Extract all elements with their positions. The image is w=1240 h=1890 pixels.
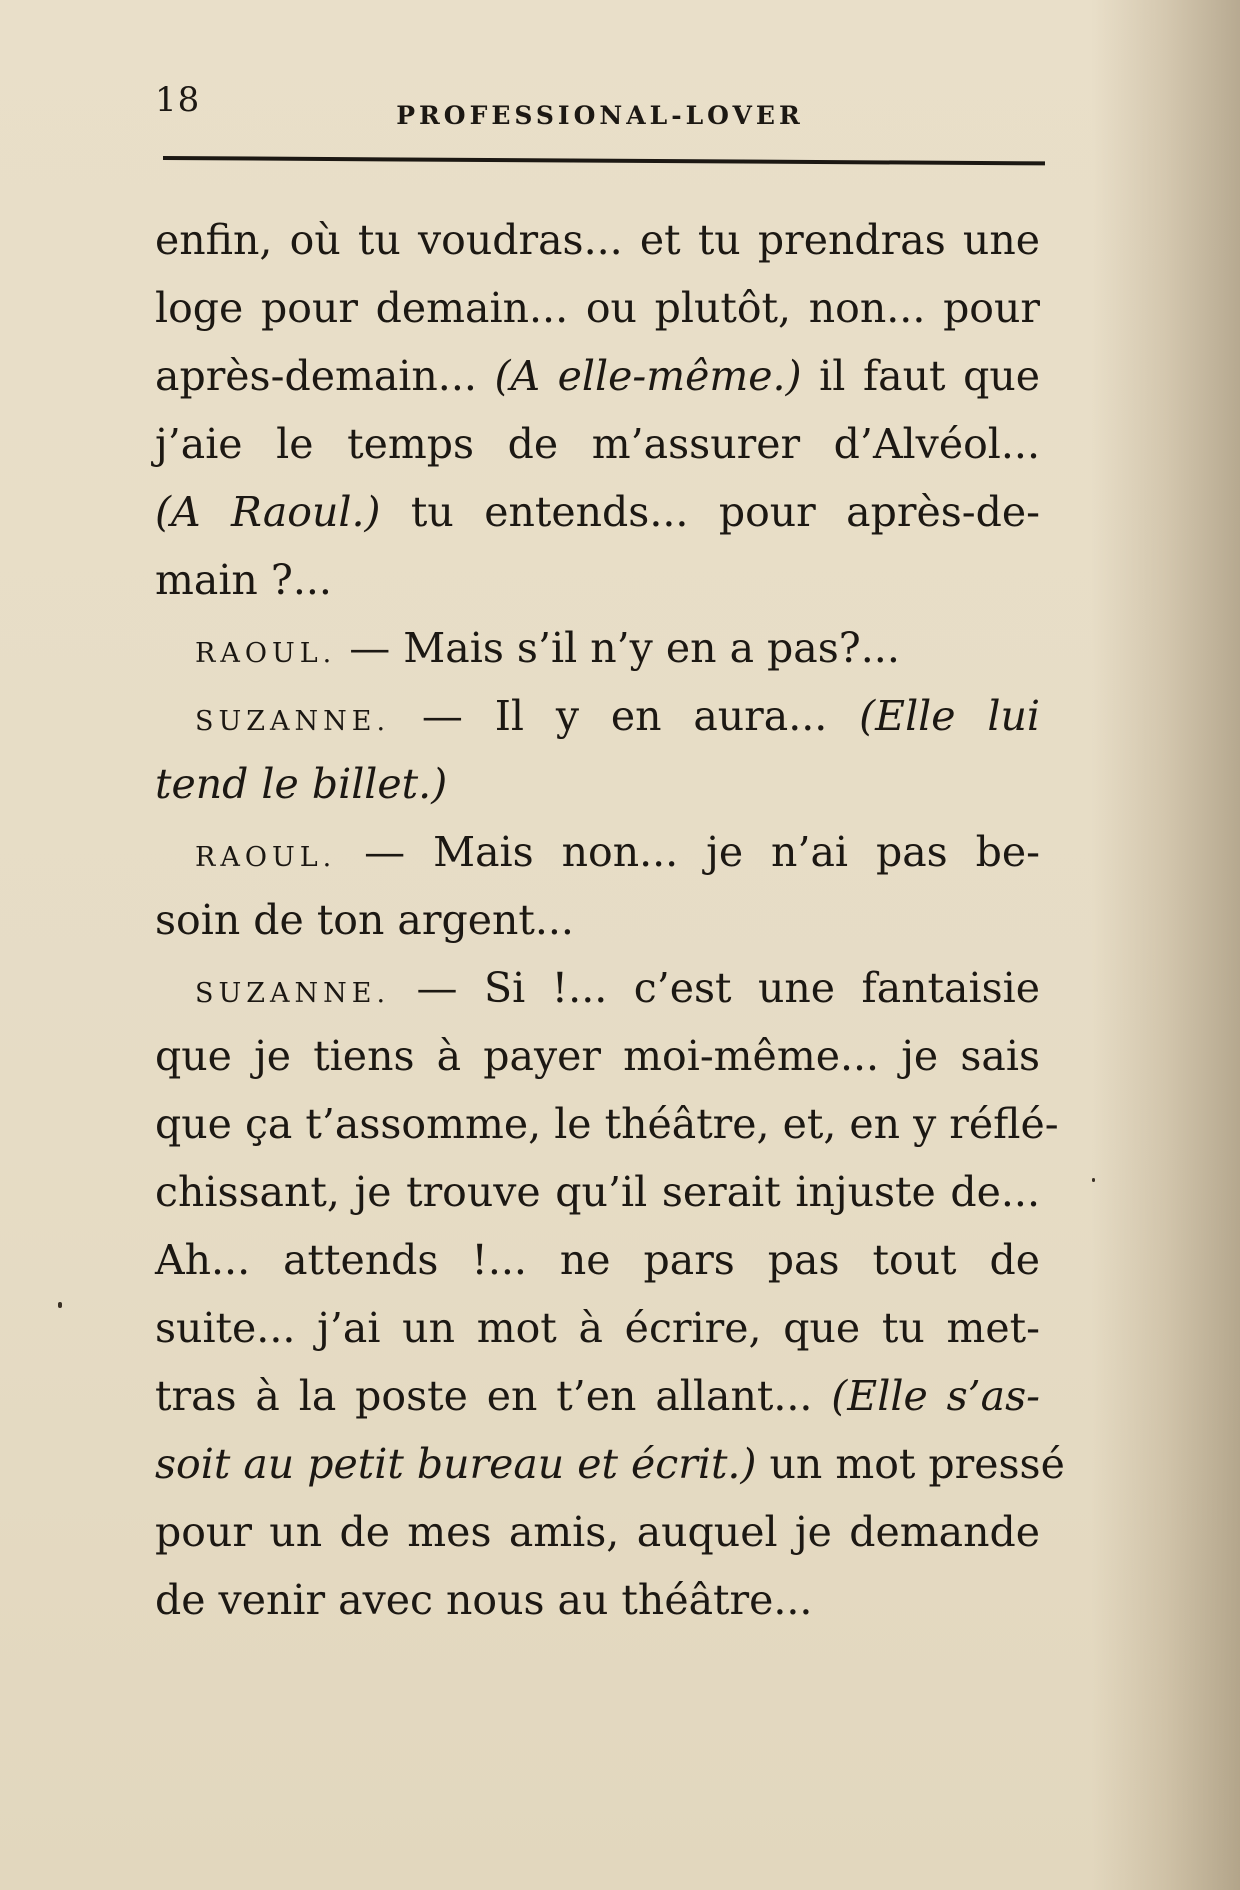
text-line-18 [155, 1362, 1040, 1430]
text-span: un mot pressé [756, 1440, 1065, 1488]
text-span: — Il y en aura... [390, 692, 860, 740]
dialogue-line-suzanne-1 [155, 682, 1040, 750]
text-span: de venir avec nous au théâtre... [155, 1576, 813, 1624]
speaker-name: SUZANNE. [195, 706, 391, 737]
stage-direction: (A elle-même.) [494, 352, 802, 400]
text-span: que je tiens à payer moi-même... je sais [155, 1032, 1040, 1080]
text-span: enfin, où tu voudras... et tu prendras une [155, 216, 1040, 264]
text-span: suite... j’ai un mot à écrire, que tu met- [155, 1304, 1040, 1352]
text-span: j’aie le temps de m’assurer d’Alvéol... [155, 420, 1040, 468]
header-rule [163, 156, 1045, 165]
text-span: — Si !... c’est une fantaisie [390, 964, 1040, 1012]
text-line-6 [155, 546, 1040, 614]
text-span: chissant, je trouve qu’il serait injuste de... [155, 1168, 1040, 1216]
running-head [155, 80, 1045, 140]
dialogue-line-raoul-1 [155, 614, 1040, 682]
text-span: main ?... [155, 556, 332, 604]
text-line-21 [155, 1566, 1040, 1634]
dialogue-line-raoul-2 [155, 818, 1040, 886]
text-line-3 [155, 342, 1040, 410]
text-span: tras à la poste en t’en allant... [155, 1372, 832, 1420]
speaker-name: SUZANNE. [195, 978, 391, 1009]
paper-speck [58, 1302, 62, 1308]
stage-direction: tend le billet.) [155, 760, 448, 808]
text-span: que ça t’assomme, le théâtre, et, en y réflé- [155, 1100, 1059, 1148]
text-span: après-demain... [155, 352, 495, 400]
stage-direction: (Elle lui [859, 692, 1041, 740]
text-line-9 [155, 750, 1040, 818]
text-line-4 [155, 410, 1040, 478]
stage-direction: (Elle s’as- [831, 1372, 1040, 1420]
text-line-19 [155, 1430, 1065, 1498]
text-line-11 [155, 886, 1040, 954]
text-line-1 [155, 206, 1040, 274]
text-line-13 [155, 1022, 1040, 1090]
text-span: il faut que [801, 352, 1040, 400]
text-line-15 [155, 1158, 1040, 1226]
stage-direction: (A Raoul.) [155, 488, 381, 536]
text-line-2 [155, 274, 1040, 342]
running-title: PROFESSIONAL-LOVER [396, 101, 804, 130]
text-line-14 [155, 1090, 1059, 1158]
text-span: soin de ton argent... [155, 896, 574, 944]
text-span: — Mais non... je n’ai pas be- [336, 828, 1040, 876]
body-text [155, 206, 1065, 1634]
paper-speck [1092, 1178, 1095, 1182]
text-span: pour un de mes amis, auquel je demande [155, 1508, 1040, 1556]
text-span: Ah... attends !... ne pars pas tout de [155, 1236, 1040, 1284]
speaker-name: RAOUL. [195, 842, 337, 873]
text-line-20 [155, 1498, 1040, 1566]
stage-direction: soit au petit bureau et écrit.) [155, 1440, 757, 1488]
text-span: — Mais s’il n’y en a pas?... [336, 624, 900, 672]
text-line-16 [155, 1226, 1040, 1294]
page-number: 18 [155, 80, 201, 120]
speaker-name: RAOUL. [195, 638, 337, 669]
text-span: tu entends... pour après-de- [380, 488, 1040, 536]
text-span: loge pour demain... ou plutôt, non... pour [155, 284, 1040, 332]
text-line-5 [155, 478, 1040, 546]
dialogue-line-suzanne-2 [155, 954, 1040, 1022]
text-line-17 [155, 1294, 1040, 1362]
